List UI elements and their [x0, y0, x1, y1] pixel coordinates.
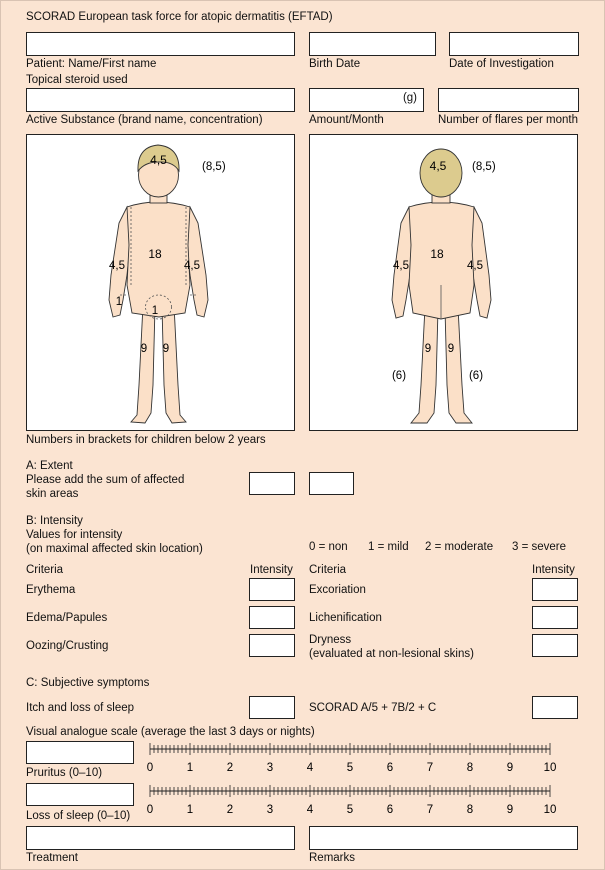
loss-of-sleep-scale[interactable]: [141, 783, 561, 819]
pruritus-scale-tick-label: 9: [506, 762, 514, 774]
front-left-leg: [131, 305, 155, 423]
front-right-leg: [162, 305, 186, 423]
back-leg-left-child-value: (6): [391, 370, 407, 382]
front-body-illustration: [27, 135, 294, 430]
front-leg-left-value: 9: [140, 343, 148, 355]
pruritus-scale-tick-label: 3: [266, 762, 274, 774]
patient-name-input[interactable]: [26, 32, 295, 56]
loss-of-sleep-scale-tick-label: 10: [543, 804, 557, 816]
extent-score-input[interactable]: [249, 472, 295, 495]
intensity-line1: Values for intensity: [26, 529, 123, 541]
pruritus-scale-tick-label: 10: [543, 762, 557, 774]
back-trunk-value: 18: [430, 247, 444, 261]
front-arm-right-value: 4,5: [184, 260, 200, 272]
pruritus-scale-tick-label: 8: [466, 762, 474, 774]
amount-month-input[interactable]: [309, 88, 424, 112]
intensity-line2: (on maximal affected skin location): [26, 543, 203, 555]
loss-of-sleep-input[interactable]: [26, 783, 134, 806]
front-figure-panel: [26, 134, 295, 431]
pruritus-label: Pruritus (0–10): [26, 767, 103, 779]
pruritus-scale-tick-label: 6: [386, 762, 394, 774]
front-genitals-value: 1: [151, 305, 159, 317]
loss-of-sleep-scale-tick-label: 1: [186, 804, 194, 816]
birth-date-label: Birth Date: [309, 58, 361, 70]
excoriation-input[interactable]: [532, 578, 578, 601]
front-leg-right-value: 9: [162, 343, 170, 355]
lichenification-input[interactable]: [532, 606, 578, 629]
back-left-leg: [411, 307, 438, 423]
topical-steroid-label: Topical steroid used: [26, 74, 128, 86]
loss-of-sleep-scale-tick-label: 6: [386, 804, 394, 816]
intensity-scale-3: 3 = severe: [512, 541, 567, 553]
intensity-heading: B: Intensity: [26, 515, 83, 527]
itch-score-input[interactable]: [249, 696, 295, 719]
back-head-child-value: (8,5): [472, 161, 496, 173]
form-title: SCORAD European task force for atopic dermatitis (EFTAD): [26, 11, 333, 23]
criterion-dryness: Dryness: [309, 634, 352, 646]
scorad-total-input[interactable]: [532, 696, 578, 719]
pruritus-scale-tick-label: 5: [346, 762, 354, 774]
back-leg-left-value: 9: [424, 343, 432, 355]
loss-of-sleep-scale-tick-label: 3: [266, 804, 274, 816]
extent-line2: skin areas: [26, 488, 79, 500]
brackets-note: Numbers in brackets for children below 2 years: [26, 434, 266, 446]
extent-score-input-2[interactable]: [309, 472, 354, 495]
criterion-erythema: Erythema: [26, 584, 76, 596]
back-right-leg: [445, 307, 472, 423]
pruritus-input[interactable]: [26, 741, 134, 764]
dryness-input[interactable]: [532, 634, 578, 657]
criterion-edema-papules: Edema/Papules: [26, 612, 108, 624]
back-head-value: 4,5: [429, 159, 447, 173]
criteria-header-left: Criteria: [26, 564, 64, 576]
vas-heading: Visual analogue scale (average the last 3 days or nights): [26, 726, 315, 738]
extent-line1: Please add the sum of affected: [26, 474, 185, 486]
loss-of-sleep-label: Loss of sleep (0–10): [26, 810, 131, 822]
remarks-input[interactable]: [309, 826, 578, 850]
back-arm-left-value: 4,5: [393, 260, 409, 272]
front-head-value: 4,5: [150, 153, 167, 167]
loss-of-sleep-scale-tick-label: 9: [506, 804, 514, 816]
birth-date-input[interactable]: [309, 32, 436, 56]
loss-of-sleep-scale-tick-label: 0: [146, 804, 154, 816]
flares-per-month-input[interactable]: [438, 88, 579, 112]
dryness-note: (evaluated at non-lesional skins): [309, 648, 474, 660]
edema-papules-input[interactable]: [249, 606, 295, 629]
subjective-heading: C: Subjective symptoms: [26, 677, 150, 689]
pruritus-scale-tick-label: 2: [226, 762, 234, 774]
date-of-investigation-input[interactable]: [449, 32, 579, 56]
back-body-illustration: [310, 135, 577, 430]
erythema-input[interactable]: [249, 578, 295, 601]
front-head-child-value: (8,5): [202, 161, 226, 173]
pruritus-scale-tick-label: 0: [146, 762, 154, 774]
amount-month-label: Amount/Month: [309, 114, 384, 126]
front-arm-left-value: 4,5: [109, 260, 125, 272]
back-leg-right-value: 9: [447, 343, 455, 355]
flares-per-month-label: Number of flares per month: [438, 114, 578, 126]
pruritus-scale-tick-label: 1: [186, 762, 194, 774]
front-trunk-value: 18: [148, 247, 162, 261]
intensity-scale-1: 1 = mild: [368, 541, 409, 553]
criterion-oozing-crusting: Oozing/Crusting: [26, 640, 109, 652]
treatment-input[interactable]: [26, 826, 295, 850]
pruritus-scale-tick-label: 4: [306, 762, 314, 774]
intensity-scale-0: 0 = non: [309, 541, 348, 553]
extent-heading: A: Extent: [26, 460, 73, 472]
loss-of-sleep-scale-tick-label: 2: [226, 804, 234, 816]
pruritus-scale[interactable]: [141, 741, 561, 777]
back-arm-right-value: 4,5: [467, 260, 483, 272]
scorad-formula: SCORAD A/5 + 7B/2 + C: [309, 702, 437, 714]
loss-of-sleep-scale-tick-label: 5: [346, 804, 354, 816]
front-hand-left-value: 1: [115, 296, 123, 308]
oozing-crusting-input[interactable]: [249, 634, 295, 657]
active-substance-label: Active Substance (brand name, concentration): [26, 114, 263, 126]
amount-unit: (g): [402, 92, 417, 104]
active-substance-input[interactable]: [26, 88, 295, 112]
loss-of-sleep-scale-tick-label: 4: [306, 804, 314, 816]
intensity-header-right: Intensity: [532, 564, 575, 576]
intensity-scale-2: 2 = moderate: [425, 541, 494, 553]
treatment-label: Treatment: [26, 852, 78, 864]
remarks-label: Remarks: [309, 852, 356, 864]
loss-of-sleep-scale-tick-label: 7: [426, 804, 434, 816]
loss-of-sleep-scale-tick-label: 8: [466, 804, 474, 816]
itch-label: Itch and loss of sleep: [26, 702, 135, 714]
back-head: [420, 149, 462, 197]
back-figure-panel: [309, 134, 578, 431]
criterion-excoriation: Excoriation: [309, 584, 366, 596]
date-of-investigation-label: Date of Investigation: [449, 58, 554, 70]
patient-name-label: Patient: Name/First name: [26, 58, 157, 70]
intensity-header-left: Intensity: [250, 564, 293, 576]
criteria-header-right: Criteria: [309, 564, 347, 576]
pruritus-scale-tick-label: 7: [426, 762, 434, 774]
criterion-lichenification: Lichenification: [309, 612, 382, 624]
back-leg-right-child-value: (6): [468, 370, 484, 382]
